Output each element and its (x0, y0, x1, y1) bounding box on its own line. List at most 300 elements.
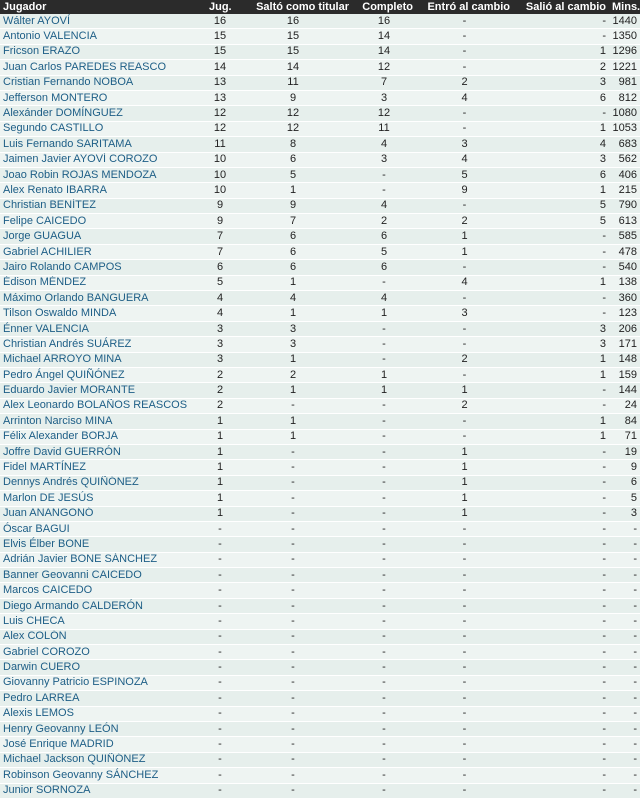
column-header-jug[interactable]: Jug. (206, 0, 234, 14)
player-name-link[interactable]: Diego Armando CALDERÓN (0, 598, 206, 613)
minutes-cell: 19 (609, 444, 640, 459)
minutes-cell: 478 (609, 244, 640, 259)
player-name-link[interactable]: Juan Carlos PAREDES REASCO (0, 60, 206, 75)
subbed-out-cell: 1 (513, 414, 609, 429)
player-name-link[interactable]: Juan ANANGONÓ (0, 506, 206, 521)
games-played-cell: 1 (206, 506, 234, 521)
subbed-in-cell: - (416, 614, 513, 629)
subbed-out-cell: 6 (513, 90, 609, 105)
player-name-link[interactable]: Banner Geovanni CAICEDO (0, 568, 206, 583)
player-name-link[interactable]: Pedro Ángel QUIÑÓNEZ (0, 367, 206, 382)
subbed-out-cell: 2 (513, 60, 609, 75)
complete-games-cell: - (352, 460, 416, 475)
player-name-link[interactable]: Óscar BAGUI (0, 521, 206, 536)
minutes-cell: - (609, 706, 640, 721)
table-row (0, 367, 640, 382)
player-name-link[interactable]: Henry Geovanny LEÓN (0, 721, 206, 736)
games-played-cell: 15 (206, 29, 234, 44)
table-row (0, 768, 640, 783)
player-name-link[interactable]: Felipe CAICEDO (0, 214, 206, 229)
table-row (0, 629, 640, 644)
subbed-out-cell: - (513, 552, 609, 567)
player-name-link[interactable]: Wálter AYOVÍ (0, 14, 206, 29)
starts-cell: 6 (234, 152, 352, 167)
subbed-out-cell: - (513, 244, 609, 259)
games-played-cell: 2 (206, 398, 234, 413)
player-name-link[interactable]: Michael ARROYO MINA (0, 352, 206, 367)
games-played-cell: 12 (206, 121, 234, 136)
complete-games-cell: - (352, 675, 416, 690)
subbed-out-cell: 1 (513, 44, 609, 59)
subbed-out-cell: - (513, 444, 609, 459)
complete-games-cell: 2 (352, 214, 416, 229)
complete-games-cell: - (352, 275, 416, 290)
starts-cell: - (234, 491, 352, 506)
complete-games-cell: - (352, 737, 416, 752)
subbed-in-cell: - (416, 706, 513, 721)
column-header-salio[interactable]: Salió al cambio (513, 0, 609, 14)
games-played-cell: - (206, 721, 234, 736)
minutes-cell: 1296 (609, 44, 640, 59)
subbed-out-cell: 5 (513, 198, 609, 213)
subbed-in-cell: - (416, 14, 513, 29)
player-name-link[interactable]: Marlon DE JESÚS (0, 491, 206, 506)
subbed-in-cell: 1 (416, 229, 513, 244)
games-played-cell: 1 (206, 444, 234, 459)
games-played-cell: - (206, 768, 234, 783)
minutes-cell: 360 (609, 291, 640, 306)
subbed-in-cell: - (416, 337, 513, 352)
subbed-out-cell: - (513, 768, 609, 783)
table-row (0, 229, 640, 244)
subbed-in-cell: 4 (416, 275, 513, 290)
minutes-cell: - (609, 721, 640, 736)
subbed-in-cell: - (416, 121, 513, 136)
table-row (0, 306, 640, 321)
subbed-in-cell: - (416, 321, 513, 336)
player-name-link[interactable]: Félix Alexander BORJA (0, 429, 206, 444)
games-played-cell: 7 (206, 244, 234, 259)
minutes-cell: - (609, 752, 640, 767)
table-row (0, 14, 640, 29)
games-played-cell: - (206, 552, 234, 567)
subbed-out-cell: - (513, 106, 609, 121)
starts-cell: - (234, 768, 352, 783)
table-row (0, 721, 640, 736)
player-name-link[interactable]: Alex COLÓN (0, 629, 206, 644)
player-name-link[interactable]: Arrinton Narciso MINA (0, 414, 206, 429)
subbed-in-cell: 1 (416, 383, 513, 398)
starts-cell: 16 (234, 14, 352, 29)
table-row (0, 44, 640, 59)
minutes-cell: 585 (609, 229, 640, 244)
minutes-cell: 1053 (609, 121, 640, 136)
minutes-cell: 148 (609, 352, 640, 367)
subbed-in-cell: - (416, 721, 513, 736)
subbed-out-cell: 6 (513, 167, 609, 182)
player-name-link[interactable]: Jorge GUAGUA (0, 229, 206, 244)
player-name-link[interactable]: Adrián Javier BONE SÁNCHEZ (0, 552, 206, 567)
starts-cell: - (234, 506, 352, 521)
minutes-cell: 6 (609, 475, 640, 490)
complete-games-cell: - (352, 398, 416, 413)
table-row (0, 506, 640, 521)
minutes-cell: 1221 (609, 60, 640, 75)
subbed-out-cell: - (513, 629, 609, 644)
subbed-out-cell: - (513, 752, 609, 767)
subbed-out-cell: - (513, 291, 609, 306)
complete-games-cell: - (352, 429, 416, 444)
table-row (0, 198, 640, 213)
complete-games-cell: - (352, 352, 416, 367)
starts-cell: 1 (234, 306, 352, 321)
subbed-in-cell: - (416, 429, 513, 444)
player-name-link[interactable]: Gabriel ACHILIER (0, 244, 206, 259)
player-name-link[interactable]: Pedro LARREA (0, 691, 206, 706)
player-name-link[interactable]: Christian Andrés SUÁREZ (0, 337, 206, 352)
player-name-link[interactable]: Joao Robin ROJAS MENDOZA (0, 167, 206, 182)
complete-games-cell: 7 (352, 75, 416, 90)
subbed-in-cell: 2 (416, 75, 513, 90)
games-played-cell: 9 (206, 198, 234, 213)
subbed-in-cell: - (416, 783, 513, 798)
starts-cell: - (234, 675, 352, 690)
subbed-in-cell: 1 (416, 244, 513, 259)
player-name-link[interactable]: Luis CHECA (0, 614, 206, 629)
complete-games-cell: - (352, 752, 416, 767)
player-name-link[interactable]: Máximo Orlando BANGUERA (0, 291, 206, 306)
subbed-out-cell: - (513, 675, 609, 690)
subbed-in-cell: - (416, 29, 513, 44)
games-played-cell: - (206, 752, 234, 767)
table-row (0, 552, 640, 567)
games-played-cell: - (206, 629, 234, 644)
player-name-link[interactable]: Gabriel COROZO (0, 645, 206, 660)
table-row (0, 568, 640, 583)
subbed-out-cell: 1 (513, 352, 609, 367)
table-row (0, 183, 640, 198)
subbed-in-cell: 3 (416, 137, 513, 152)
player-name-link[interactable]: Fidel MARTÍNEZ (0, 460, 206, 475)
complete-games-cell: 1 (352, 367, 416, 382)
table-row (0, 537, 640, 552)
complete-games-cell: 4 (352, 137, 416, 152)
complete-games-cell: - (352, 691, 416, 706)
starts-cell: - (234, 614, 352, 629)
subbed-out-cell: 3 (513, 152, 609, 167)
table-row (0, 291, 640, 306)
subbed-in-cell: 1 (416, 491, 513, 506)
subbed-out-cell: - (513, 583, 609, 598)
starts-cell: 12 (234, 121, 352, 136)
complete-games-cell: 3 (352, 90, 416, 105)
minutes-cell: 3 (609, 506, 640, 521)
complete-games-cell: 1 (352, 383, 416, 398)
minutes-cell: - (609, 568, 640, 583)
table-row (0, 491, 640, 506)
subbed-in-cell: - (416, 691, 513, 706)
column-header-titular[interactable]: Saltó como titular (234, 0, 352, 14)
table-row (0, 598, 640, 613)
games-played-cell: 7 (206, 229, 234, 244)
games-played-cell: 6 (206, 260, 234, 275)
complete-games-cell: - (352, 475, 416, 490)
table-body (0, 14, 640, 798)
subbed-in-cell: - (416, 44, 513, 59)
minutes-cell: 613 (609, 214, 640, 229)
starts-cell: 1 (234, 352, 352, 367)
player-name-link[interactable]: Dennys Andrés QUIÑÓNEZ (0, 475, 206, 490)
games-played-cell: - (206, 706, 234, 721)
column-header-mins[interactable]: Mins. (609, 0, 640, 14)
subbed-out-cell: - (513, 706, 609, 721)
games-played-cell: 2 (206, 367, 234, 382)
subbed-out-cell: - (513, 475, 609, 490)
player-name-link[interactable]: Alexánder DOMÍNGUEZ (0, 106, 206, 121)
player-name-link[interactable]: Jairo Rolando CAMPOS (0, 260, 206, 275)
games-played-cell: - (206, 521, 234, 536)
games-played-cell: 5 (206, 275, 234, 290)
complete-games-cell: - (352, 706, 416, 721)
minutes-cell: - (609, 614, 640, 629)
minutes-cell: 71 (609, 429, 640, 444)
player-name-link[interactable]: Darwin CUERO (0, 660, 206, 675)
table-row (0, 414, 640, 429)
complete-games-cell: 14 (352, 44, 416, 59)
starts-cell: 15 (234, 29, 352, 44)
subbed-in-cell: 2 (416, 352, 513, 367)
games-played-cell: 13 (206, 90, 234, 105)
subbed-out-cell: - (513, 568, 609, 583)
subbed-out-cell: 4 (513, 137, 609, 152)
minutes-cell: - (609, 521, 640, 536)
subbed-in-cell: - (416, 645, 513, 660)
player-name-link[interactable]: Jefferson MONTERO (0, 90, 206, 105)
table-row (0, 675, 640, 690)
table-row (0, 214, 640, 229)
column-header-entro[interactable]: Entró al cambio (416, 0, 513, 14)
complete-games-cell: - (352, 598, 416, 613)
table-row (0, 244, 640, 259)
complete-games-cell: - (352, 337, 416, 352)
subbed-in-cell: - (416, 60, 513, 75)
starts-cell: 3 (234, 321, 352, 336)
player-name-link[interactable]: Robinson Geovanny SÁNCHEZ (0, 768, 206, 783)
subbed-in-cell: - (416, 598, 513, 613)
subbed-in-cell: - (416, 675, 513, 690)
player-name-link[interactable]: José Enrique MADRID (0, 737, 206, 752)
complete-games-cell: 6 (352, 229, 416, 244)
starts-cell: - (234, 568, 352, 583)
complete-games-cell: - (352, 521, 416, 536)
table-row (0, 337, 640, 352)
table-row (0, 429, 640, 444)
table-row (0, 783, 640, 798)
player-name-link[interactable]: Alex Renato IBARRA (0, 183, 206, 198)
table-row (0, 106, 640, 121)
games-played-cell: 14 (206, 60, 234, 75)
subbed-in-cell: - (416, 629, 513, 644)
starts-cell: 15 (234, 44, 352, 59)
player-name-link[interactable]: Christian BENÍTEZ (0, 198, 206, 213)
player-name-link[interactable]: Luis Fernando SARITAMA (0, 137, 206, 152)
header-row (0, 0, 640, 14)
subbed-out-cell: - (513, 783, 609, 798)
complete-games-cell: - (352, 491, 416, 506)
games-played-cell: - (206, 737, 234, 752)
complete-games-cell: 1 (352, 306, 416, 321)
table-row (0, 383, 640, 398)
games-played-cell: - (206, 675, 234, 690)
player-name-link[interactable]: Édison MÉNDEZ (0, 275, 206, 290)
starts-cell: - (234, 552, 352, 567)
subbed-in-cell: - (416, 568, 513, 583)
minutes-cell: 790 (609, 198, 640, 213)
subbed-out-cell: 3 (513, 75, 609, 90)
subbed-out-cell: 3 (513, 321, 609, 336)
complete-games-cell: 11 (352, 121, 416, 136)
player-name-link[interactable]: Michael Jackson QUIÑÓNEZ (0, 752, 206, 767)
player-name-link[interactable]: Alex Leonardo BOLAÑOS REASCOS (0, 398, 206, 413)
games-played-cell: - (206, 614, 234, 629)
complete-games-cell: 5 (352, 244, 416, 259)
games-played-cell: 3 (206, 337, 234, 352)
column-header-completo[interactable]: Completo (352, 0, 416, 14)
player-name-link[interactable]: Fricson ERAZO (0, 44, 206, 59)
minutes-cell: - (609, 583, 640, 598)
minutes-cell: 1350 (609, 29, 640, 44)
minutes-cell: 123 (609, 306, 640, 321)
minutes-cell: 159 (609, 367, 640, 382)
subbed-out-cell: - (513, 691, 609, 706)
starts-cell: - (234, 783, 352, 798)
player-name-link[interactable]: Tilson Oswaldo MINDA (0, 306, 206, 321)
minutes-cell: - (609, 675, 640, 690)
minutes-cell: 24 (609, 398, 640, 413)
player-name-link[interactable]: Elvis Élber BONE (0, 537, 206, 552)
subbed-out-cell: - (513, 521, 609, 536)
subbed-in-cell: 1 (416, 475, 513, 490)
complete-games-cell: - (352, 783, 416, 798)
starts-cell: 7 (234, 214, 352, 229)
starts-cell: 14 (234, 60, 352, 75)
table-row (0, 398, 640, 413)
subbed-in-cell: 1 (416, 460, 513, 475)
player-name-link[interactable]: Eduardo Javier MORANTE (0, 383, 206, 398)
starts-cell: - (234, 645, 352, 660)
games-played-cell: 1 (206, 429, 234, 444)
subbed-in-cell: - (416, 521, 513, 536)
games-played-cell: 10 (206, 152, 234, 167)
minutes-cell: - (609, 768, 640, 783)
starts-cell: 6 (234, 229, 352, 244)
complete-games-cell: - (352, 506, 416, 521)
games-played-cell: - (206, 568, 234, 583)
subbed-in-cell: - (416, 414, 513, 429)
player-name-link[interactable]: Jaimen Javier AYOVÍ COROZO (0, 152, 206, 167)
player-name-link[interactable]: Cristian Fernando NOBOA (0, 75, 206, 90)
games-played-cell: 10 (206, 167, 234, 182)
games-played-cell: 11 (206, 137, 234, 152)
minutes-cell: 171 (609, 337, 640, 352)
subbed-out-cell: - (513, 260, 609, 275)
subbed-out-cell: - (513, 537, 609, 552)
table-row (0, 475, 640, 490)
starts-cell: - (234, 752, 352, 767)
subbed-out-cell: 1 (513, 367, 609, 382)
minutes-cell: 9 (609, 460, 640, 475)
starts-cell: - (234, 521, 352, 536)
complete-games-cell: - (352, 629, 416, 644)
subbed-out-cell: 1 (513, 429, 609, 444)
player-name-link[interactable]: Alexis LEMOS (0, 706, 206, 721)
minutes-cell: 215 (609, 183, 640, 198)
starts-cell: - (234, 583, 352, 598)
column-header-jugador[interactable]: Jugador (0, 0, 206, 14)
starts-cell: 9 (234, 90, 352, 105)
player-name-link[interactable]: Giovanny Patricio ESPINOZA (0, 675, 206, 690)
subbed-out-cell: - (513, 614, 609, 629)
player-name-link[interactable]: Joffre David GUERRÓN (0, 444, 206, 459)
starts-cell: - (234, 475, 352, 490)
player-name-link[interactable]: Énner VALENCIA (0, 321, 206, 336)
games-played-cell: - (206, 645, 234, 660)
complete-games-cell: - (352, 645, 416, 660)
games-played-cell: 1 (206, 491, 234, 506)
player-name-link[interactable]: Antonio VALENCIA (0, 29, 206, 44)
starts-cell: - (234, 691, 352, 706)
games-played-cell: - (206, 691, 234, 706)
complete-games-cell: 16 (352, 14, 416, 29)
starts-cell: 1 (234, 383, 352, 398)
minutes-cell: 1440 (609, 14, 640, 29)
games-played-cell: 13 (206, 75, 234, 90)
games-played-cell: 4 (206, 291, 234, 306)
subbed-out-cell: 1 (513, 275, 609, 290)
starts-cell: 8 (234, 137, 352, 152)
subbed-in-cell: - (416, 106, 513, 121)
player-name-link[interactable]: Junior SORNOZA (0, 783, 206, 798)
minutes-cell: - (609, 598, 640, 613)
subbed-in-cell: - (416, 291, 513, 306)
subbed-out-cell: - (513, 721, 609, 736)
games-played-cell: - (206, 598, 234, 613)
starts-cell: 12 (234, 106, 352, 121)
minutes-cell: - (609, 691, 640, 706)
games-played-cell: 15 (206, 44, 234, 59)
minutes-cell: - (609, 645, 640, 660)
minutes-cell: 5 (609, 491, 640, 506)
subbed-in-cell: 1 (416, 444, 513, 459)
player-name-link[interactable]: Segundo CASTILLO (0, 121, 206, 136)
table-row (0, 152, 640, 167)
games-played-cell: 4 (206, 306, 234, 321)
minutes-cell: 1080 (609, 106, 640, 121)
complete-games-cell: - (352, 660, 416, 675)
subbed-in-cell: - (416, 583, 513, 598)
minutes-cell: 683 (609, 137, 640, 152)
table-row (0, 706, 640, 721)
games-played-cell: - (206, 783, 234, 798)
starts-cell: 1 (234, 429, 352, 444)
table-row (0, 167, 640, 182)
minutes-cell: 144 (609, 383, 640, 398)
subbed-in-cell: 9 (416, 183, 513, 198)
complete-games-cell: - (352, 444, 416, 459)
complete-games-cell: - (352, 537, 416, 552)
subbed-out-cell: - (513, 229, 609, 244)
player-name-link[interactable]: Marcos CAICEDO (0, 583, 206, 598)
